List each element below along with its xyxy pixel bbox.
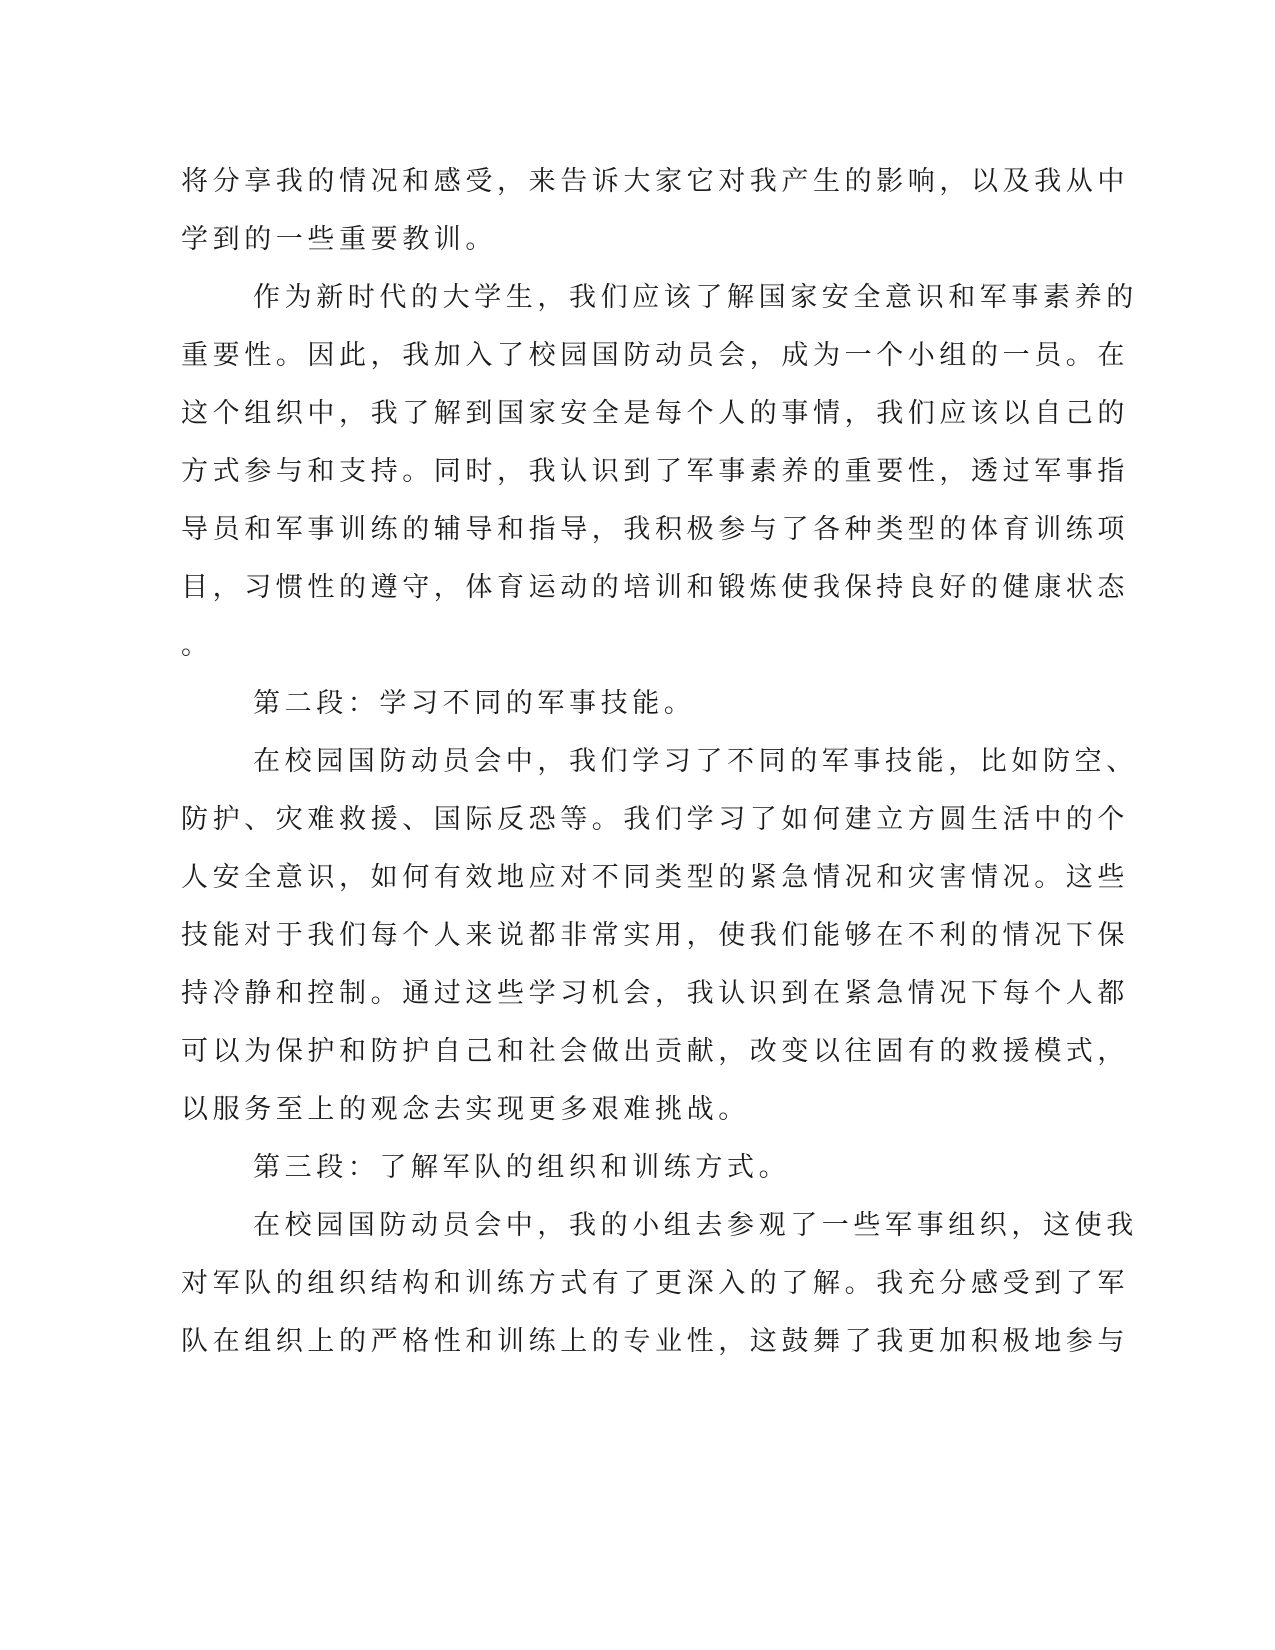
text-line: 导员和军事训练的辅导和指导，我积极参与了各种类型的体育训练项 bbox=[181, 514, 1129, 545]
text-line: 人安全意识，如何有效地应对不同类型的紧急情况和灾害情况。这些 bbox=[181, 862, 1129, 893]
text-line: 以服务至上的观念去实现更多艰难挑战。 bbox=[181, 1094, 750, 1125]
text-line: 持冷静和控制。通过这些学习机会，我认识到在紧急情况下每个人都 bbox=[181, 978, 1129, 1009]
text-line: 队在组织上的严格性和训练上的专业性，这鼓舞了我更加积极地参与 bbox=[181, 1326, 1129, 1357]
section-heading: 第二段：学习不同的军事技能。 bbox=[253, 688, 696, 719]
text-line: 可以为保护和防护自己和社会做出贡献，改变以往固有的救援模式， bbox=[181, 1036, 1129, 1067]
text-line: 这个组织中，我了解到国家安全是每个人的事情，我们应该以自己的 bbox=[181, 398, 1129, 429]
text-line: 方式参与和支持。同时，我认识到了军事素养的重要性，透过军事指 bbox=[181, 456, 1129, 487]
text-line: 重要性。因此，我加入了校园国防动员会，成为一个小组的一员。在 bbox=[181, 340, 1129, 371]
text-line: 对军队的组织结构和训练方式有了更深入的了解。我充分感受到了军 bbox=[181, 1268, 1129, 1299]
text-line: 目，习惯性的遵守，体育运动的培训和锻炼使我保持良好的健康状态 bbox=[181, 572, 1129, 603]
text-line: 在校园国防动员会中，我的小组去参观了一些军事组织，这使我 bbox=[253, 1210, 1138, 1241]
text-line: 作为新时代的大学生，我们应该了解国家安全意识和军事素养的 bbox=[253, 282, 1138, 313]
section-heading: 第三段：了解军队的组织和训练方式。 bbox=[253, 1152, 791, 1183]
text-line: 。 bbox=[181, 630, 213, 661]
text-line: 在校园国防动员会中，我们学习了不同的军事技能，比如防空、 bbox=[253, 746, 1138, 777]
text-line: 将分享我的情况和感受，来告诉大家它对我产生的影响，以及我从中 bbox=[181, 166, 1129, 197]
text-line: 技能对于我们每个人来说都非常实用，使我们能够在不利的情况下保 bbox=[181, 920, 1129, 951]
text-line: 防护、灾难救援、国际反恐等。我们学习了如何建立方圆生活中的个 bbox=[181, 804, 1129, 835]
text-line: 学到的一些重要教训。 bbox=[181, 224, 497, 255]
